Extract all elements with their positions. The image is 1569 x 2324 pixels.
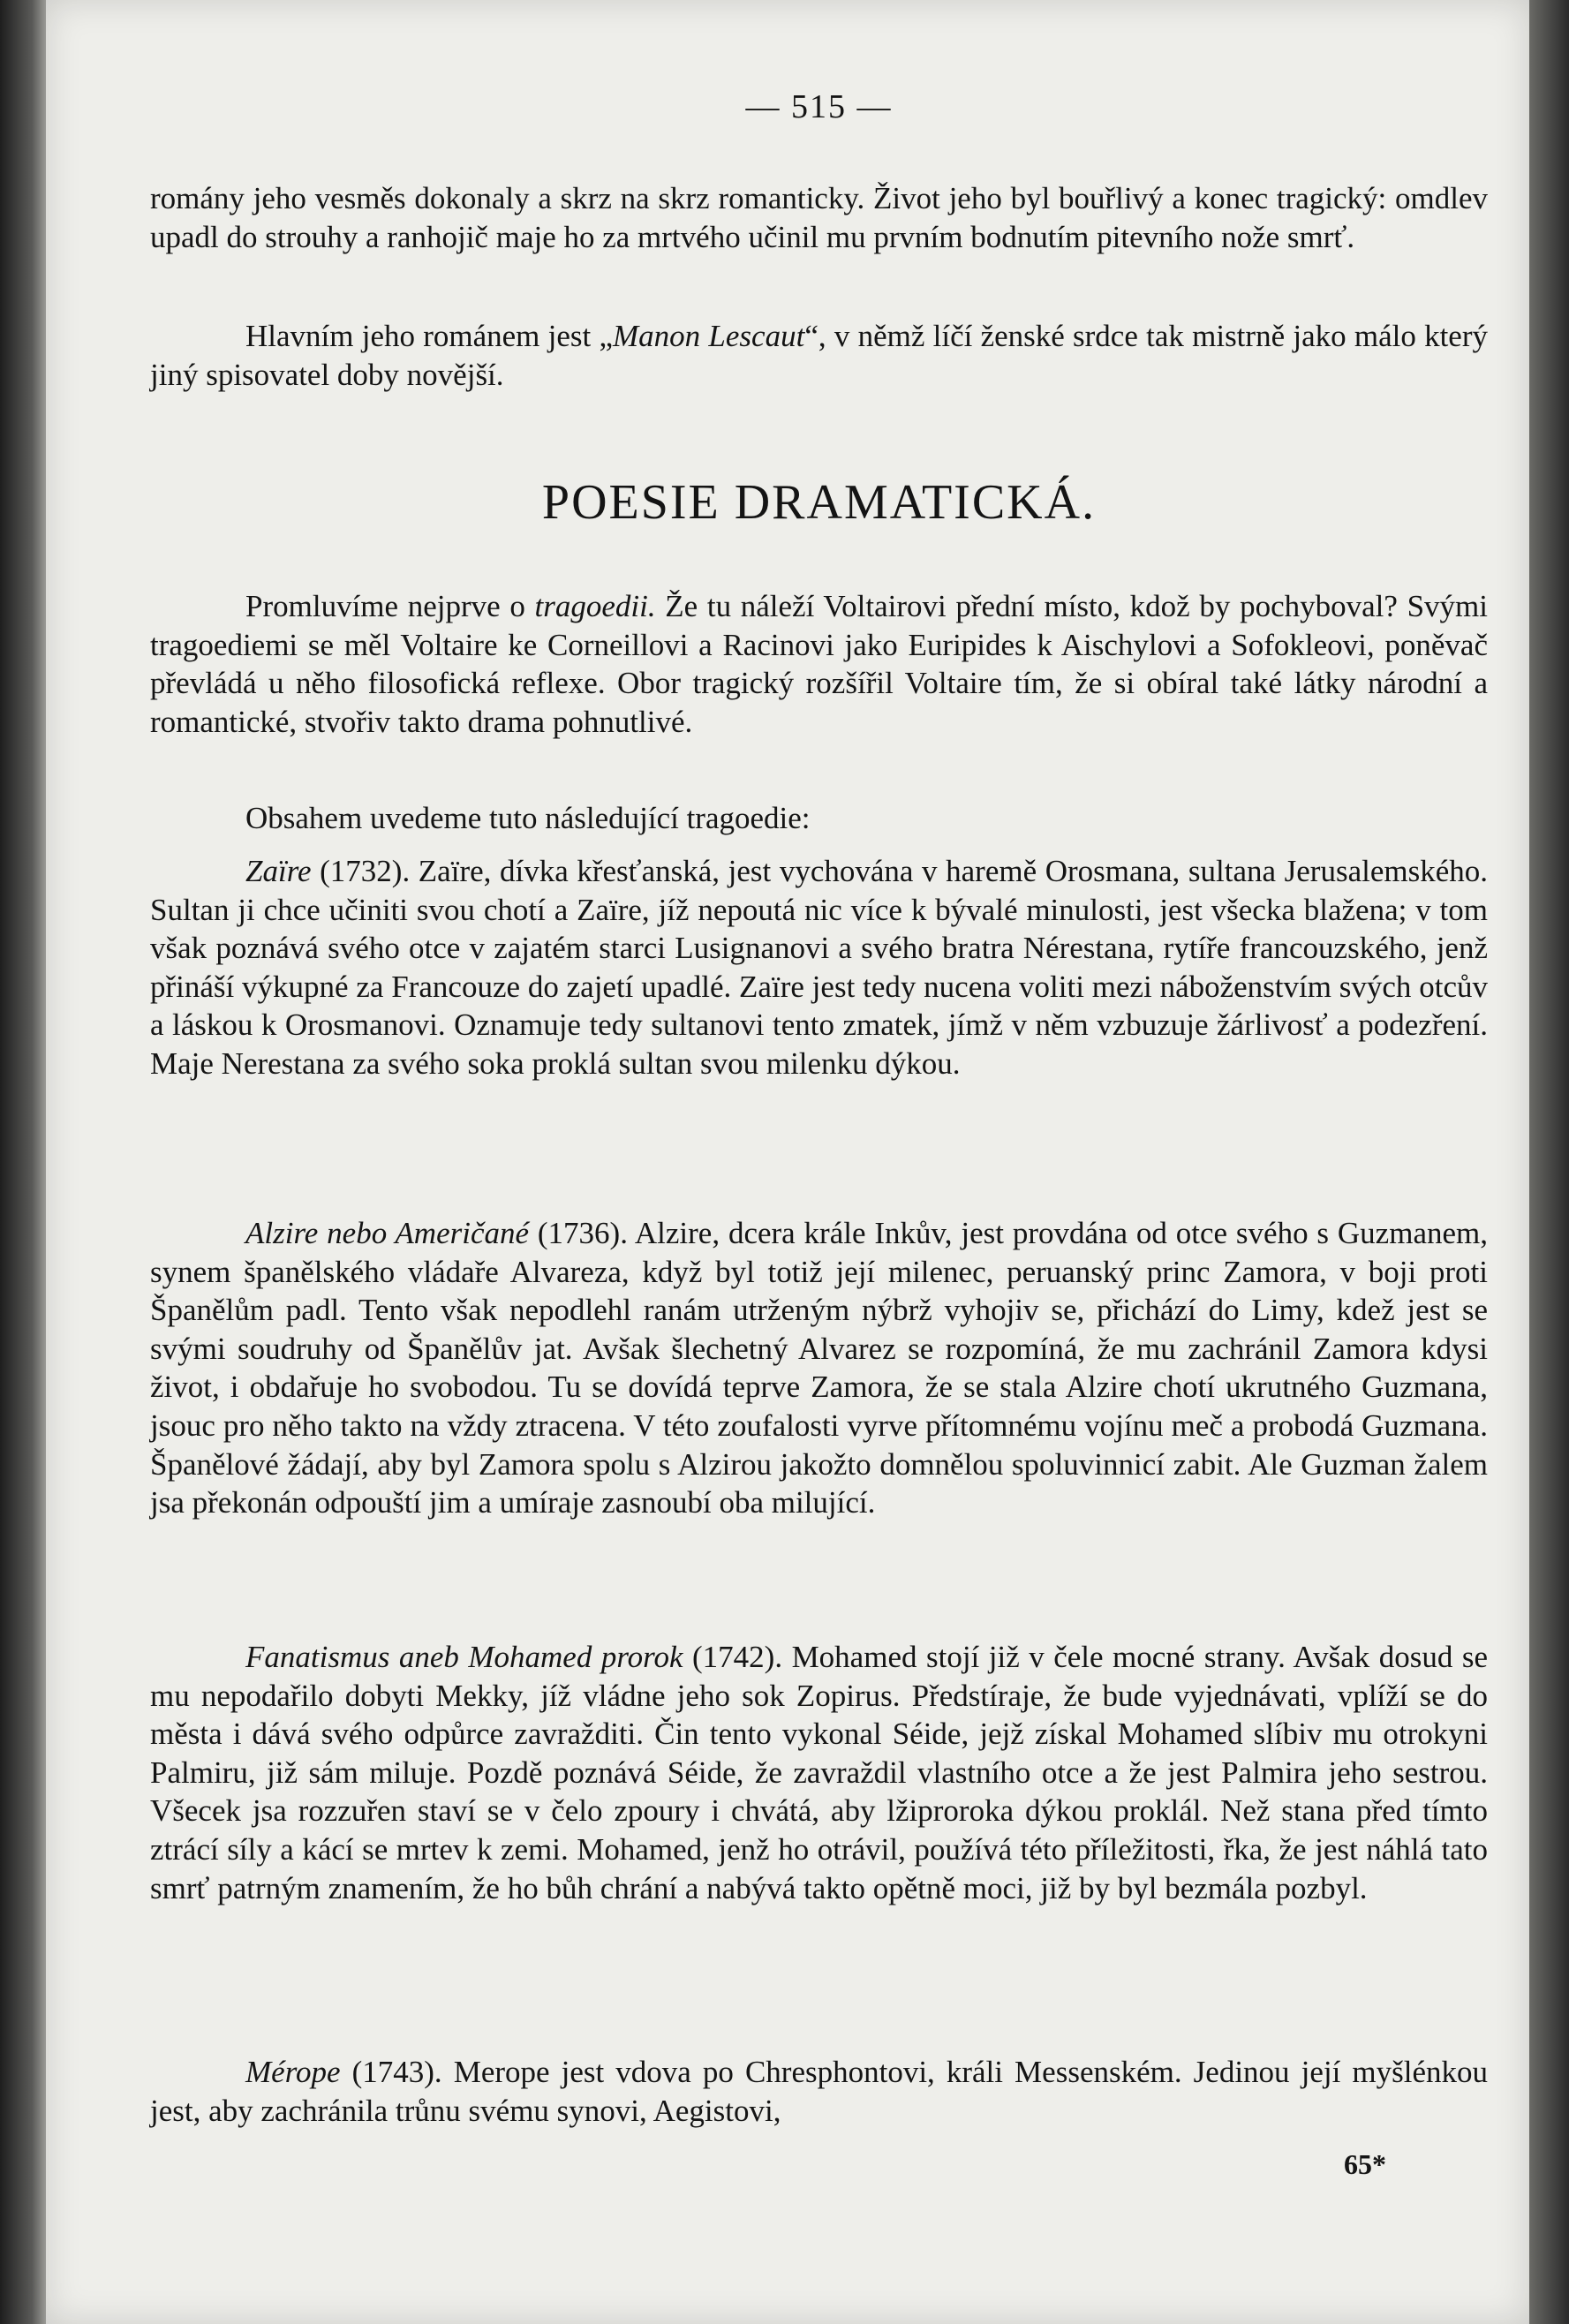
section-heading: POESIE DRAMATICKÁ. <box>541 475 1097 530</box>
paragraph-3-lead: Promluvíme nejprve o <box>245 589 535 623</box>
paragraph-merope-text: (1743). Merope jest vdova po Chresphontovi, králi Messenském. Jedinou její myšlénkou jest, aby zachránila trůnu svému synovi, Aegistovi, <box>150 2055 1488 2128</box>
paragraph-3-title: tragoedii. <box>534 589 656 623</box>
paragraph-fanatismus <box>150 1638 1488 1907</box>
paragraph-alzire <box>150 1214 1488 1522</box>
page-right-edge <box>1529 0 1569 2324</box>
printer-signature: 65* <box>1344 2148 1386 2180</box>
paragraph-4 <box>150 799 1488 838</box>
book-page <box>46 0 1529 2324</box>
paragraph-1-text: romány jeho vesměs dokonaly a skrz na skrz romanticky. Život jeho byl bouřlivý a konec tragický: omdlev upadl do strouhy a ranhojič maje ho za mrtvého učinil mu prvním bodnutím pitevního nože smrť. <box>150 181 1488 254</box>
paragraph-2-text: “, v němž líčí ženské srdce tak mistrně jako málo který jiný spisovatel doby novější. <box>150 319 1488 392</box>
play-title-zaire: Zaïre <box>245 854 312 888</box>
book-gutter <box>0 0 46 2324</box>
paragraph-2-lead: Hlavním jeho románem jest „ <box>245 319 614 353</box>
paragraph-3 <box>150 587 1488 741</box>
paragraph-zaire-text: (1732). Zaïre, dívka křesťanská, jest vychována v haremě Orosmana, sultana Jerusalemského. Sultan ji chce učiniti svou chotí a Zaïre, jíž nepoutá nic více k bývalé minulosti, jest všecka blažena; v tom však poznává svého otce v zajatém starci Lusignanovi a svého bratra Nérestana, rytíře francouzského, jenž přináší výkupné za Francouze do zajetí upadlé. Zaïre jest tedy nucena voliti mezi náboženstvím svých otcův a láskou k Orosmanovi. Oznamuje tedy sultanovi tento zmatek, jímž v něm vzbuzuje žárlivosť a podezření. Maje Nerestana za svého soka proklá sultan svou milenku dýkou. <box>150 854 1488 1081</box>
paragraph-zaire <box>150 852 1488 1083</box>
paragraph-merope <box>150 2053 1488 2130</box>
paragraph-2-title: Manon Lescaut <box>613 319 805 353</box>
paragraph-3-text: Že tu náleží Voltairovi přední místo, kdož by pochyboval? Svými tragoediemi se měl Voltaire ke Corneillovi a Racinovi jako Euripides k Aischylovi a Sofokleovi, poněvač převládá u něho filosofická reflexe. Obor tragický rozšířil Voltaire tím, že si obíral také látky národní a romantické, stvořiv takto drama pohnutlivé. <box>150 589 1488 739</box>
paragraph-2 <box>150 317 1488 394</box>
page-number: — 515 — <box>745 88 893 125</box>
paragraph-alzire-text: (1736). Alzire, dcera krále Inkův, jest provdána od otce svého s Guzmanem, synem španělského vládaře Alvareza, když byl totiž její milenec, peruanský princ Zamora, v boji proti Španělům padl. Tento však nepodlehl ranám utrženým nýbrž vyhojiv se, přichází do Limy, kdež jest se svými soudruhy od Španělův jat. Avšak šlechetný Alvarez se rozpomíná, že mu zachránil Zamora kdysi život, i obdařuje ho svobodou. Tu se dovídá teprve Zamora, že se stala Alzire chotí ukrutného Guzmana, jsouc pro něho takto na vždy ztracena. V této zoufalosti vyrve přítomnému vojínu meč a probodá Guzmana. Španělové žádají, aby byl Zamora spolu s Alzirou jakožto domnělou spoluvinnicí zabit. Ale Guzman žalem jsa překonán odpouští jim a umíraje zasnoubí oba milující. <box>150 1216 1488 1520</box>
play-title-alzire: Alzire nebo Američané <box>245 1216 530 1250</box>
paragraph-fanatismus-text: (1742). Mohamed stojí již v čele mocné strany. Avšak dosud se mu nepodařilo dobyti Mekky, jíž vládne jeho sok Zopirus. Předstíraje, že bude vyjednávati, vplíží se do města i dává svého odpůrce zavražditi. Čin tento vykonal Séide, jejž získal Mohamed slíbiv mu otrokyni Palmiru, již sám miluje. Pozdě poznává Séide, že zavraždil vlastního otce a že jest Palmira jeho sestrou. Všecek jsa rozzuřen staví se v čelo zpoury i chvátá, aby lžiproroka dýkou proklál. Než stana před tímto ztrácí síly a kácí se mrtev k zemi. Mohamed, jenž ho otrávil, používá této příležitosti, řka, že jest náhlá tato smrť patrným znamením, že ho bůh chrání a nabývá takto opětně moci, již by byl bezmála pozbyl. <box>150 1640 1489 1905</box>
play-title-merope: Mérope <box>245 2055 341 2089</box>
paragraph-1 <box>150 179 1488 256</box>
paragraph-4-text: Obsahem uvedeme tuto následující tragoedie: <box>245 801 811 835</box>
play-title-fanatismus: Fanatismus aneb Mohamed prorok <box>245 1640 683 1674</box>
